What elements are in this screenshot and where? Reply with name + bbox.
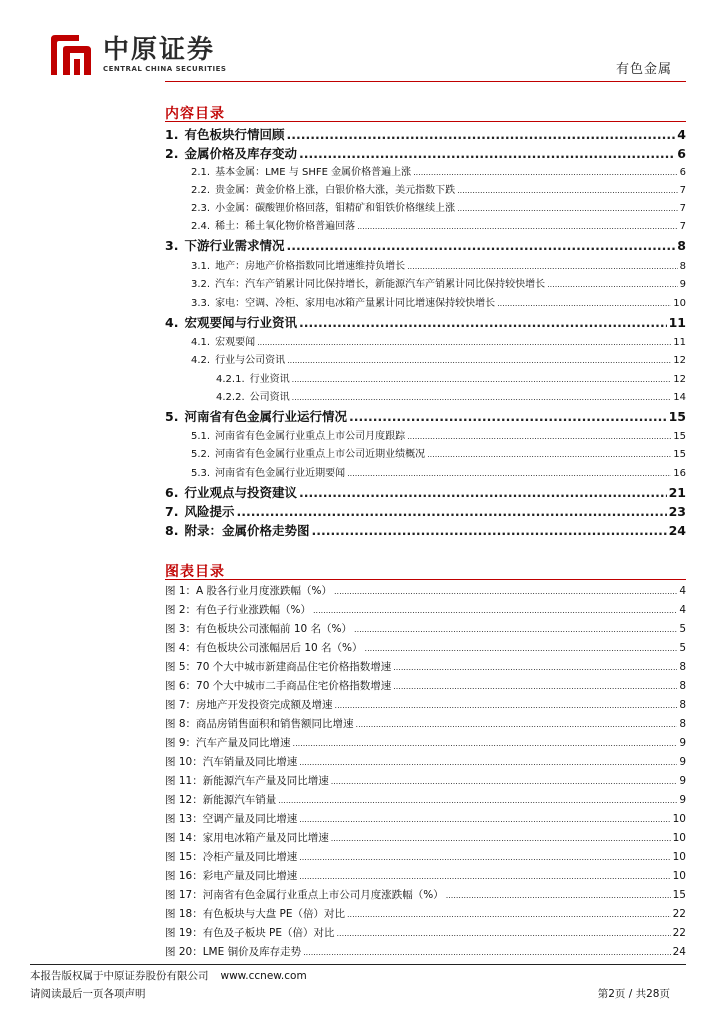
toc-entry[interactable] [165, 502, 686, 520]
toc-entry-number: 5.1. [191, 431, 211, 442]
dot-leader [299, 315, 667, 330]
dot-leader [292, 375, 672, 384]
toc-entry-page: 7 [679, 203, 686, 214]
figure-entry-page: 9 [679, 775, 686, 787]
toc-entry-page: 15 [668, 409, 686, 424]
toc-entry-number: 5.2. [191, 449, 211, 460]
footer-copyright: 本报告版权属于中原证券股份有限公司 [30, 970, 209, 982]
figure-entry[interactable] [165, 925, 686, 941]
dot-leader [457, 204, 678, 213]
toc-entry-page: 9 [679, 279, 686, 290]
toc-entry-label: 基本金属：LME 与 SHFE 金属价格普遍上涨 [215, 167, 412, 178]
toc-entry[interactable] [165, 483, 686, 501]
figure-entry-label: 图 20：LME 铜价及库存走势 [165, 946, 302, 958]
toc-entry-label: 金属价格及库存变动 [184, 146, 297, 161]
figure-entry[interactable] [165, 811, 686, 827]
dot-leader [354, 625, 677, 634]
figure-entry-page: 10 [672, 832, 686, 844]
figure-entry[interactable] [165, 906, 686, 922]
figure-entry[interactable] [165, 678, 686, 694]
dot-leader [292, 393, 672, 402]
toc-entry[interactable] [191, 257, 686, 273]
toc-entry-number: 4.2.2. [216, 392, 245, 403]
toc-entry-label: 汽车：汽车产销累计同比保持增长，新能源汽车产销累计同比保持较快增长 [215, 279, 546, 290]
dot-leader [337, 929, 671, 938]
figure-entry-page: 5 [679, 623, 686, 635]
figure-entry-label: 图 2：有色子行业涨跌幅（%） [165, 604, 311, 616]
figure-entry-label: 图 7：房地产开发投资完成额及增速 [165, 699, 333, 711]
figure-entry[interactable] [165, 849, 686, 865]
dot-leader [311, 523, 666, 538]
figure-entry-label: 图 1：A 股各行业月度涨跌幅（%） [165, 585, 333, 597]
toc-entry-label: 行业与公司资讯 [215, 355, 286, 366]
toc-entry-page: 4 [677, 127, 686, 142]
figure-entry[interactable] [165, 868, 686, 884]
toc-entry-page: 16 [673, 468, 686, 479]
figure-entry-page: 4 [679, 604, 686, 616]
toc-entry-label: 公司资讯 [249, 392, 290, 403]
toc-entry-number: 5.3. [191, 468, 211, 479]
figure-entry-page: 8 [679, 699, 686, 711]
footer-divider [30, 964, 686, 965]
toc-entry-label: 附录：金属价格走势图 [184, 523, 310, 538]
dot-leader [313, 606, 677, 615]
figure-entry[interactable] [165, 659, 686, 675]
figure-entry-page: 8 [679, 661, 686, 673]
brand-name-cn: 中原证券 [103, 35, 216, 65]
dot-leader [413, 168, 678, 177]
figure-entry[interactable] [165, 735, 686, 751]
figure-entry-page: 10 [672, 851, 686, 863]
toc-entry-label: 河南省有色金属行业重点上市公司月度跟踪 [215, 431, 406, 442]
dot-leader [299, 815, 670, 824]
dot-leader [347, 910, 671, 919]
toc-entry-page: 24 [668, 523, 686, 538]
dot-leader [293, 739, 678, 748]
toc-entry-page: 7 [679, 185, 686, 196]
toc-entry-number: 2.1. [191, 167, 211, 178]
toc-entry[interactable] [191, 181, 686, 197]
toc-entry-label: 河南省有色金属行业近期要闻 [215, 468, 346, 479]
figure-entry[interactable] [165, 887, 686, 903]
figure-entry-label: 图 18：有色板块与大盘 PE（倍）对比 [165, 908, 346, 920]
toc-entry[interactable] [165, 313, 686, 331]
toc-entry[interactable] [165, 407, 686, 425]
dot-leader [287, 356, 671, 365]
toc-entry[interactable] [191, 333, 686, 349]
dot-leader [299, 485, 667, 500]
toc-entry-label: 小金属：碳酸锂价格回落，钼精矿和钼铁价格继续上涨 [215, 203, 456, 214]
dot-leader [457, 186, 678, 195]
dot-leader [303, 948, 671, 957]
toc-entry-page: 11 [673, 337, 686, 348]
figure-entry-page: 4 [679, 585, 686, 597]
toc-entry[interactable] [191, 199, 686, 215]
toc-entry-number: 6. [165, 485, 179, 500]
toc-entry-label: 贵金属：黄金价格上涨，白银价格大涨，美元指数下跌 [215, 185, 456, 196]
figure-entry-page: 9 [679, 756, 686, 768]
dot-leader [299, 853, 670, 862]
dot-leader [299, 872, 670, 881]
toc-entry[interactable] [191, 351, 686, 367]
toc-entry-label: 河南省有色金属行业运行情况 [184, 409, 347, 424]
figure-entry-label: 图 11：新能源汽车产量及同比增速 [165, 775, 329, 787]
toc-entry-number: 3. [165, 238, 179, 253]
figure-entry[interactable] [165, 792, 686, 808]
toc-entry-number: 7. [165, 504, 179, 519]
figure-entry-page: 9 [679, 794, 686, 806]
toc-entry-number: 2.2. [191, 185, 211, 196]
toc-entry-number: 1. [165, 127, 179, 142]
dot-leader [331, 834, 671, 843]
dot-leader [299, 758, 677, 767]
toc-entry-label: 行业资讯 [249, 374, 290, 385]
toc-entry-page: 12 [673, 355, 686, 366]
dot-leader [334, 587, 677, 596]
figure-entry-page: 22 [672, 908, 686, 920]
footer-page-info: 第2页 / 共28页 [597, 988, 670, 1000]
toc-entry-page: 8 [677, 238, 686, 253]
dot-leader [331, 777, 678, 786]
toc-title: 内容目录 [165, 106, 225, 122]
dot-leader [407, 262, 678, 271]
figure-entry-label: 图 10：汽车销量及同比增速 [165, 756, 298, 768]
toc-entry[interactable] [191, 217, 686, 233]
figure-entry-label: 图 5：70 个大中城市新建商品住宅价格指数增速 [165, 661, 392, 673]
footer-disclaimer: 请阅读最后一页各项声明 [30, 988, 146, 1000]
toc-entry-label: 家电：空调、冷柜、家用电冰箱产量累计同比增速保持较快增长 [215, 298, 496, 309]
toc-entry[interactable] [191, 294, 686, 310]
dot-leader [278, 796, 677, 805]
dot-leader [236, 504, 666, 519]
toc-entry[interactable] [165, 144, 686, 162]
toc-entry-number: 2.4. [191, 221, 211, 232]
toc-entry[interactable] [191, 464, 686, 480]
toc-entry-label: 宏观要闻 [215, 337, 256, 348]
figure-entry[interactable] [165, 716, 686, 732]
toc-entry-page: 23 [668, 504, 686, 519]
figure-entry-label: 图 3：有色板块公司涨幅前 10 名（%） [165, 623, 353, 635]
toc-entry-page: 7 [679, 221, 686, 232]
dot-leader [547, 280, 678, 289]
toc-entry[interactable] [191, 163, 686, 179]
dot-leader [393, 663, 677, 672]
toc-entry-label: 宏观要闻与行业资讯 [184, 315, 297, 330]
figure-entry-page: 9 [679, 737, 686, 749]
toc-entry-label: 有色板块行情回顾 [184, 127, 285, 142]
dot-leader [446, 891, 671, 900]
toc-entry-label: 河南省有色金属行业重点上市公司近期业绩概况 [215, 449, 426, 460]
dot-leader [349, 409, 667, 424]
figure-entry[interactable] [165, 602, 686, 618]
footer-url-link[interactable]: www.ccnew.com [220, 970, 307, 982]
toc-entry-label: 地产：房地产价格指数同比增速维持负增长 [215, 261, 406, 272]
toc-entry-page: 15 [673, 449, 686, 460]
dot-leader [286, 238, 675, 253]
toc-entry-label: 下游行业需求情况 [184, 238, 285, 253]
figures-title: 图表目录 [165, 564, 225, 580]
figure-entry[interactable] [165, 640, 686, 656]
toc-entry-number: 8. [165, 523, 179, 538]
footer-copyright-line [30, 968, 307, 983]
figure-entry-page: 5 [679, 642, 686, 654]
figure-entry-label: 图 12：新能源汽车销量 [165, 794, 277, 806]
toc-entry-number: 2.3. [191, 203, 211, 214]
figure-entry-label: 图 19：有色及子板块 PE（倍）对比 [165, 927, 335, 939]
toc-entry-label: 稀土：稀土氧化物价格普遍回落 [215, 221, 356, 232]
toc-entry-page: 21 [668, 485, 686, 500]
dot-leader [356, 720, 678, 729]
toc-entry-page: 12 [673, 374, 686, 385]
figure-entry[interactable] [165, 944, 686, 960]
toc-entry-number: 3.2. [191, 279, 211, 290]
toc-entry[interactable] [191, 445, 686, 461]
dot-leader [407, 432, 671, 441]
dot-leader [427, 450, 671, 459]
figure-entry-page: 10 [672, 813, 686, 825]
figure-entry[interactable] [165, 697, 686, 713]
figure-entry-label: 图 6：70 个大中城市二手商品住宅价格指数增速 [165, 680, 392, 692]
figure-entry-page: 8 [679, 718, 686, 730]
dot-leader [347, 469, 671, 478]
toc-entry-number: 4.2. [191, 355, 211, 366]
toc-entry-number: 5. [165, 409, 179, 424]
figure-entry-label: 图 17：河南省有色金属行业重点上市公司月度涨跌幅（%） [165, 889, 444, 901]
dot-leader [497, 299, 671, 308]
figure-entry-page: 24 [672, 946, 686, 958]
figure-entry-label: 图 13：空调产量及同比增速 [165, 813, 298, 825]
toc-entry-number: 3.1. [191, 261, 211, 272]
figure-entry[interactable] [165, 830, 686, 846]
dot-leader [286, 127, 675, 142]
figure-entry-label: 图 15：冷柜产量及同比增速 [165, 851, 298, 863]
dot-leader [365, 644, 678, 653]
toc-entry[interactable] [165, 521, 686, 539]
toc-entry[interactable] [165, 125, 686, 143]
toc-entry[interactable] [191, 275, 686, 291]
toc-entry-page: 10 [673, 298, 686, 309]
figure-entry-page: 10 [672, 870, 686, 882]
figure-entry-label: 图 9：汽车产量及同比增速 [165, 737, 291, 749]
toc-entry-number: 3.3. [191, 298, 211, 309]
figure-entry[interactable] [165, 754, 686, 770]
toc-entry-page: 8 [679, 261, 686, 272]
figure-entry[interactable] [165, 773, 686, 789]
toc-entry-label: 行业观点与投资建议 [184, 485, 297, 500]
dot-leader [299, 146, 675, 161]
toc-entry-number: 4. [165, 315, 179, 330]
dot-leader [357, 222, 678, 231]
figure-entry-label: 图 8：商品房销售面积和销售额同比增速 [165, 718, 354, 730]
toc-entry-number: 4.2.1. [216, 374, 245, 385]
toc-entry[interactable] [216, 388, 686, 404]
figure-entry[interactable] [165, 621, 686, 637]
dot-leader [335, 701, 678, 710]
toc-entry-page: 6 [679, 167, 686, 178]
toc-entry-number: 4.1. [191, 337, 211, 348]
figure-entry-page: 22 [672, 927, 686, 939]
brand-name-en: CENTRAL CHINA SECURITIES [103, 65, 227, 73]
toc-entry-page: 15 [673, 431, 686, 442]
figure-entry-label: 图 16：彩电产量及同比增速 [165, 870, 298, 882]
toc-entry[interactable] [191, 427, 686, 443]
figure-entry-page: 15 [672, 889, 686, 901]
toc-entry-page: 11 [668, 315, 686, 330]
toc-entry[interactable] [165, 236, 686, 254]
dot-leader [393, 682, 677, 691]
figure-entry-label: 图 4：有色板块公司涨幅居后 10 名（%） [165, 642, 363, 654]
dot-leader [257, 338, 671, 347]
figure-entry-label: 图 14：家用电冰箱产量及同比增速 [165, 832, 329, 844]
section-tag: 有色金属 [615, 62, 672, 77]
toc-entry-number: 2. [165, 146, 179, 161]
toc-entry-page: 14 [673, 392, 686, 403]
toc-entry-label: 风险提示 [184, 504, 235, 519]
toc-entry[interactable] [216, 370, 686, 386]
figure-entry[interactable] [165, 583, 686, 599]
figure-entry-page: 8 [679, 680, 686, 692]
toc-entry-page: 6 [677, 146, 686, 161]
